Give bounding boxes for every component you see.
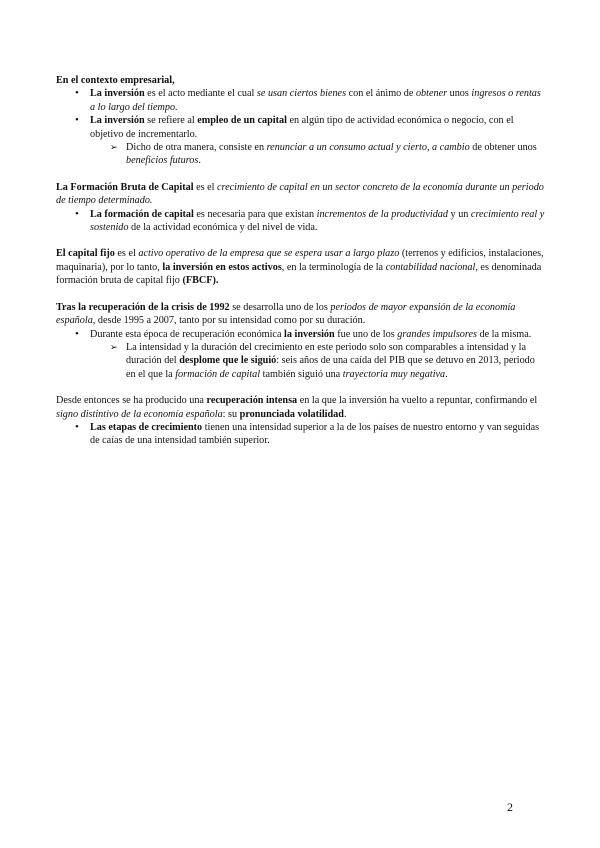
- section-recuperacion: [56, 394, 546, 448]
- emphasis-text: trayectoria muy negativa: [342, 368, 446, 380]
- bullet-list: [56, 208, 546, 235]
- emphasis-text: La inversión: [90, 88, 145, 100]
- bullet-item: • Las etapas de crecimiento tienen una intensidad superior a la de los países de nuestro entorno y van seguidas de caías de una intensidad también superior.: [56, 421, 546, 448]
- emphasis-text: Tras la recuperación de la crisis de 1992: [56, 301, 230, 313]
- section-fbc: [56, 181, 546, 235]
- emphasis-text: a cambio: [432, 142, 470, 154]
- emphasis-text: ingresos o rentas a lo largo del tiempo.: [90, 88, 541, 113]
- sub-bullet-item: ➢ Dicho de otra manera, consiste en renunciar a un consumo actual y cierto, a cambio de obtener unos beneficios futuros.: [56, 141, 546, 168]
- emphasis-text: crecimiento de capital en un sector concreto de la economía durante un periodo de tiempo determinado.: [56, 181, 544, 207]
- bullet-item: • La inversión se refiere al empleo de un capital en algún tipo de actividad económica o negocio, con el objetivo de incrementarlo.: [56, 114, 546, 141]
- bullet-item: • La formación de capital es necesaria para que existan incrementos de la productividad y un crecimiento real y sostenido de la actividad económica y del nivel de vida.: [56, 208, 546, 235]
- bullet-list: [56, 87, 546, 167]
- emphasis-text: se usan ciertos bienes: [256, 88, 347, 100]
- section-intro: Desde entonces se ha producido una recuperación intensa en la que la inversión ha vuelto a repuntar, confirmando el signo distintivo de la economía española: su pronunciada volatilidad.: [56, 395, 538, 420]
- emphasis-text: activo operativo de la empresa que se espera usar a largo plazo: [138, 248, 400, 260]
- section-intro: En el contexto empresarial,: [56, 75, 175, 86]
- emphasis-text: empleo de un capital: [197, 115, 287, 127]
- emphasis-text: La Formación Bruta de Capital: [56, 181, 194, 193]
- emphasis-text: grandes impulsores: [397, 328, 477, 340]
- emphasis-text: periodos de mayor expansión de la economía española: [56, 301, 516, 327]
- emphasis-text: El capital fijo: [56, 248, 115, 260]
- emphasis-text: Las etapas de crecimiento: [90, 421, 203, 433]
- emphasis-text: obtener: [415, 88, 448, 100]
- section-capital-fijo: [56, 247, 546, 287]
- emphasis-text: contabilidad nacional: [385, 261, 476, 273]
- bullet-item: • Durante esta época de recuperación económica la inversión fue uno de los grandes impulsores de la misma.: [56, 328, 546, 341]
- sub-bullet-item: ➢ La intensidad y la duración del crecimiento en este periodo solo son comparables a intensidad y la duración del desplome que le siguió: seis años de una caída del PIB que se detuvo en 2013, periodo en el que la formación de capital también siguió una trayectoria muy negativa.: [56, 341, 546, 381]
- emphasis-text: la inversión: [284, 328, 335, 340]
- emphasis-text: La inversión: [90, 115, 145, 127]
- section-intro: El capital fijo es el activo operativo de la empresa que se espera usar a largo plazo (terrenos y edificios, instalaciones, maquinaria), por lo tanto, la inversión en estos activos, en la terminología de la contabilidad nacional, es denominada formación bruta de capital fijo (FBCF).: [56, 248, 544, 287]
- emphasis-text: la inversión en estos activos: [162, 261, 282, 273]
- section-intro: La Formación Bruta de Capital es el crecimiento de capital en un sector concreto de la economía durante un periodo de tiempo determinado.: [56, 181, 544, 207]
- document-page: [56, 74, 546, 461]
- emphasis-text: La formación de capital: [90, 208, 194, 220]
- emphasis-text: signo distintivo de la economía española: [56, 408, 223, 420]
- emphasis-text: beneficios futuros: [126, 155, 199, 167]
- section-crisis-1992: [56, 301, 546, 381]
- emphasis-text: desplome que le siguió: [179, 355, 277, 367]
- page-number: 2: [507, 800, 513, 814]
- bullet-list: [56, 421, 546, 448]
- emphasis-text: incrementos de la productividad: [316, 208, 448, 220]
- emphasis-text: renunciar a un consumo actual y cierto: [266, 142, 427, 154]
- bullet-list: [56, 328, 546, 382]
- emphasis-text: formación de capital: [175, 368, 261, 380]
- bullet-item: • La inversión es el acto mediante el cual se usan ciertos bienes con el ánimo de obtener unos ingresos o rentas a lo largo del tiempo.: [56, 87, 546, 114]
- emphasis-text: crecimiento real y sostenido: [90, 208, 545, 234]
- emphasis-text: recuperación intensa: [206, 395, 298, 407]
- emphasis-text: (FBCF).: [182, 275, 219, 287]
- emphasis-text: pronunciada volatilidad: [239, 408, 344, 420]
- section-investment: [56, 74, 546, 168]
- section-intro: Tras la recuperación de la crisis de 1992 se desarrolla uno de los periodos de mayor expansión de la economía española, desde 1995 a 2007, tanto por su intensidad como por su duración.: [56, 301, 516, 327]
